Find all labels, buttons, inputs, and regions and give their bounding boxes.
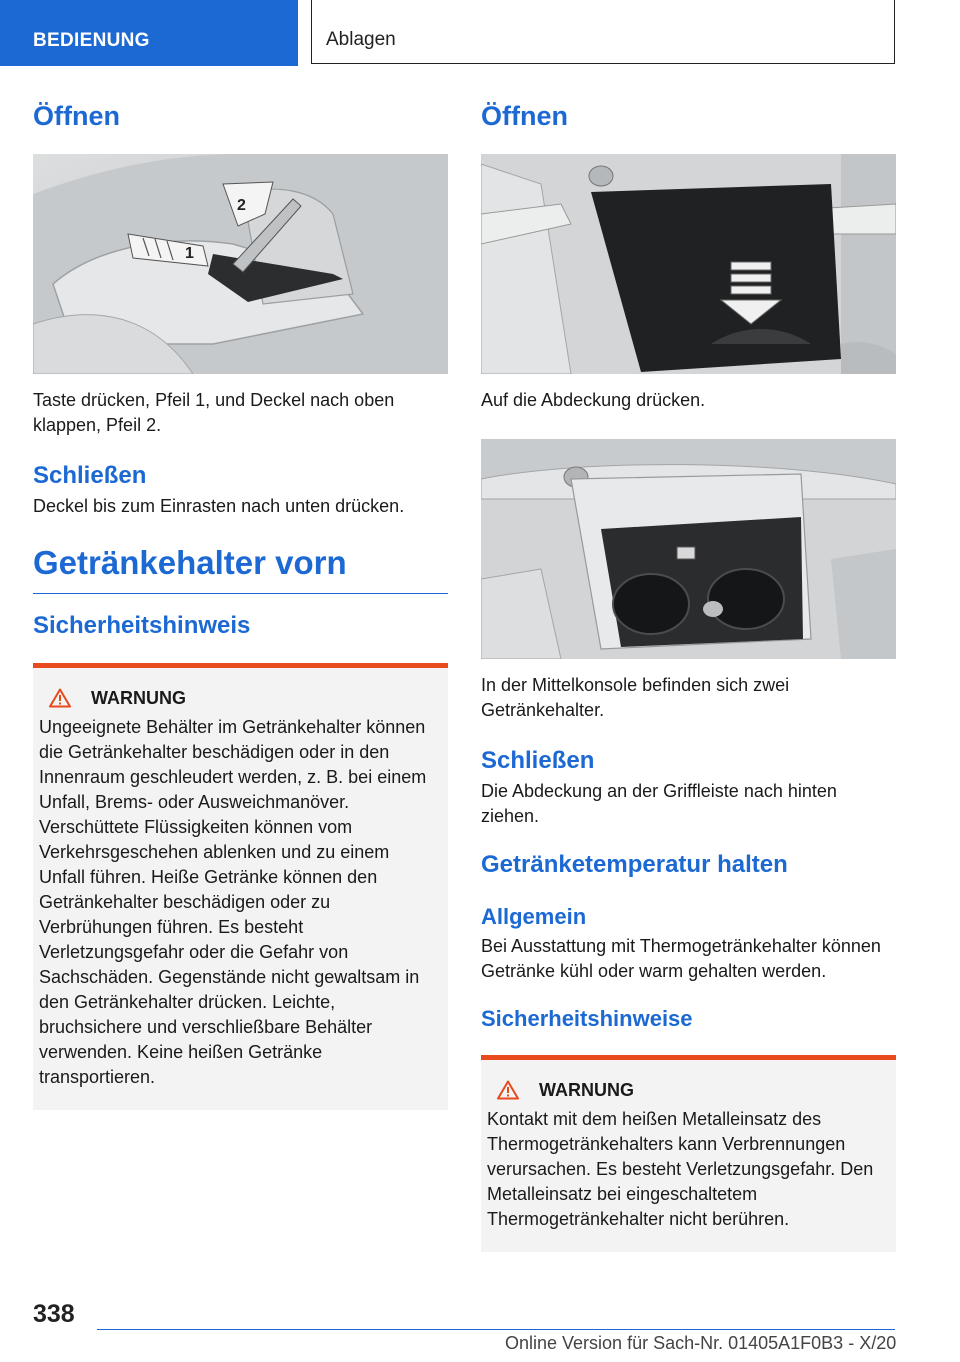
paragraph-general: Bei Ausstattung mit Thermogetränkehalter können Getränke kühl oder warm gehalten werden. — [481, 936, 881, 982]
console-cover-illustration — [481, 154, 896, 374]
paragraph-open-left: Taste drücken, Pfeil 1, und Deckel nach oben klappen, Pfeil 2. — [33, 390, 395, 436]
warning-header-left — [49, 688, 438, 709]
warning-triangle-icon — [497, 1080, 519, 1100]
warning-title-left: WARNUNG — [91, 687, 186, 708]
right-column — [481, 100, 896, 1252]
warning-text-right: Kontakt mit dem heißen Metalleinsatz des Thermogetränkehalters kann Verbrennungen verursachen. Es besteht Verletzungsgefahr. Den Metalleinsatz bei eingeschaltetem Thermogetränkehalter nicht berühren. — [487, 1108, 874, 1229]
figure-cup-holders — [481, 439, 896, 659]
paragraph-close-right: Die Abdeckung an der Griffleiste nach hinten ziehen. — [481, 781, 837, 827]
warning-title-right: WARNUNG — [539, 1079, 634, 1100]
footer-version-link[interactable]: Online Version für Sach-Nr. 01405A1F0B3 - X/20 — [505, 1333, 897, 1353]
heading-close-left: Schließen — [33, 462, 147, 490]
armrest-illustration — [33, 154, 448, 374]
figure-armrest — [33, 154, 448, 374]
footer-divider — [97, 1329, 895, 1330]
page-number: 338 — [33, 1300, 75, 1328]
warning-triangle-icon — [49, 688, 71, 708]
heading-open-right: Öffnen — [481, 101, 568, 131]
header-section-tab: BEDIENUNG — [0, 0, 298, 66]
heading-close-right: Schließen — [481, 747, 595, 775]
heading-safety-notes: Sicherheitshinweise — [481, 1006, 693, 1032]
warning-box-right — [481, 1055, 896, 1252]
header-chapter: Ablagen — [311, 0, 895, 64]
heading-cup-holders-front: Getränkehalter vorn — [33, 543, 448, 594]
warning-header-right — [497, 1080, 886, 1101]
left-column — [33, 100, 448, 1110]
paragraph-cup-holders: In der Mittelkonsole befinden sich zwei Getränkehalter. — [481, 675, 790, 721]
warning-text-left: Ungeeignete Behälter im Getränkehalter können die Getränkehalter beschädigen oder in den Innenraum geschleudert werden, z. B. bei einem Unfall, Brems- oder Ausweichmanöver. Verschüttete Flüssigkeiten können vom Verkehrsgeschehen ablenken und zu einem Unfall führen. Heiße Getränke können den Getränkehalter beschädigen oder zu Verbrühungen führen. Es besteht Verletzungsgefahr oder die Gefahr von Sachschäden. Gegenstände nicht gewaltsam in den Getränkehalter drücken. Leichte, bruchsichere und verschließbare Behälter verwenden. Keine heißen Getränke transportieren. — [39, 716, 427, 1087]
heading-safety-note: Sicherheitshinweis — [33, 611, 251, 639]
arrow-label-1: 1 — [185, 245, 194, 263]
arrow-label-2: 2 — [237, 197, 246, 215]
figure-console-cover — [481, 154, 896, 374]
cup-holders-illustration — [481, 439, 896, 659]
warning-box-left — [33, 663, 448, 1110]
heading-keep-temperature: Getränketemperatur halten — [481, 851, 788, 879]
paragraph-open-right: Auf die Abdeckung drücken. — [481, 390, 706, 411]
paragraph-close-left: Deckel bis zum Einrasten nach unten drücken. — [33, 496, 405, 517]
heading-general: Allgemein — [481, 903, 587, 929]
heading-open-left: Öffnen — [33, 101, 120, 131]
